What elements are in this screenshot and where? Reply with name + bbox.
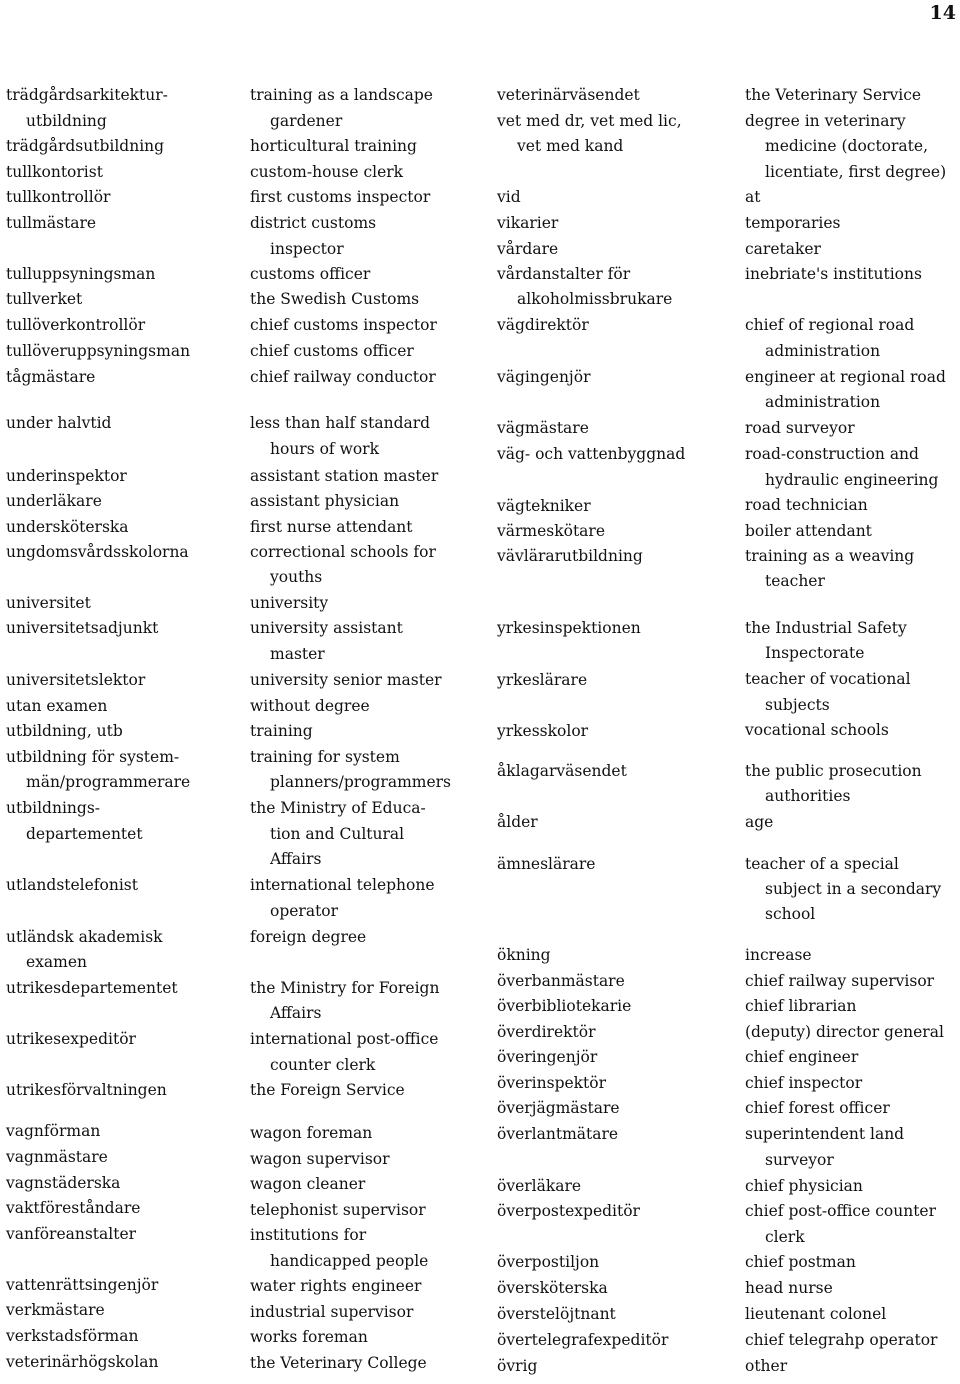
glossary-line: less than half standard [250,414,431,432]
glossary-line: horticultural training [250,137,417,155]
glossary-line: first customs inspector [250,188,431,206]
glossary-line: tullöveruppsyningsman [6,342,191,360]
glossary-line: school [765,905,816,923]
glossary-line: överläkare [497,1177,582,1195]
glossary-line: planners/programmers [270,773,452,791]
glossary-line: vet med kand [517,137,624,155]
glossary-line: chief customs inspector [250,316,437,334]
glossary-line: examen [26,953,88,971]
glossary-line: övrig [497,1357,538,1375]
glossary-line: vårdare [497,240,559,258]
glossary-line: teacher [765,572,825,590]
glossary-line: tågmästare [6,368,96,386]
glossary-line: utbildning för system- [6,748,180,766]
glossary-line: chief physician [745,1177,863,1195]
glossary-line: engineer at regional road [745,368,946,386]
glossary-line: chief of regional road [745,316,915,334]
glossary-line: chief post-office counter [745,1202,937,1220]
glossary-line: the Ministry of Educa- [250,799,426,817]
glossary-line: ålder [497,813,538,831]
glossary-line: vagnmästare [6,1148,108,1166]
glossary-line: Affairs [270,850,322,868]
glossary-line: värmeskötare [497,522,606,540]
glossary-line: chief railway supervisor [745,972,935,990]
glossary-line: utrikesdepartementet [6,979,178,997]
glossary-line: telephonist supervisor [250,1201,426,1219]
glossary-line: universitet [6,594,91,612]
glossary-line: utan examen [6,697,108,715]
glossary-line: international post-office [250,1030,439,1048]
glossary-line: lieutenant colonel [745,1305,887,1323]
glossary-line: (deputy) director general [745,1023,944,1041]
glossary-line: överdirektör [497,1023,596,1041]
glossary-line: works foreman [250,1328,368,1346]
glossary-line: first nurse attendant [250,518,413,536]
glossary-line: övertelegrafexpeditör [497,1331,669,1349]
glossary-line: veterinärhögskolan [6,1353,159,1371]
glossary-line: age [745,813,774,831]
glossary-line: youths [270,568,323,586]
glossary-line: alkoholmissbrukare [517,290,673,308]
glossary-line: Inspectorate [765,644,865,662]
glossary-line: water rights engineer [250,1277,422,1295]
glossary-line: chief postman [745,1253,856,1271]
glossary-line: överinspektör [497,1074,607,1092]
glossary-line: vattenrättsingenjör [6,1276,159,1294]
glossary-line: international telephone [250,876,435,894]
glossary-line: ämneslärare [497,855,596,873]
glossary-line: teacher of vocational [745,670,911,688]
glossary-line: increase [745,946,812,964]
glossary-line: vårdanstalter för [497,265,631,283]
glossary-line: män/programmerare [26,773,191,791]
glossary-line: administration [765,393,881,411]
glossary-line: ungdomsvårdsskolorna [6,543,189,561]
glossary-line: chief engineer [745,1048,859,1066]
glossary-line: under halvtid [6,414,112,432]
glossary-line: Affairs [270,1004,322,1022]
glossary-line: chief forest officer [745,1099,890,1117]
glossary-line: vägingenjör [497,368,591,386]
glossary-line: hours of work [270,440,379,458]
glossary-line: överingenjör [497,1048,598,1066]
glossary-line: hydraulic engineering [765,471,939,489]
glossary-line: at [745,188,761,206]
glossary-line: utbildning [26,112,107,130]
glossary-line: temporaries [745,214,841,232]
glossary-line: universitetsadjunkt [6,619,159,637]
glossary-line: utlandstelefonist [6,876,138,894]
glossary-line: trädgårdsarkitektur- [6,86,168,104]
glossary-line: vagnförman [6,1122,101,1140]
glossary-line: subject in a secondary [765,880,942,898]
glossary-line: surveyor [765,1151,834,1169]
glossary-line: university [250,594,329,612]
glossary-line: trädgårdsutbildning [6,137,165,155]
glossary-line: subjects [765,696,830,714]
glossary-line: överpostexpeditör [497,1202,640,1220]
glossary-line: vagnstäderska [6,1174,121,1192]
glossary-line: foreign degree [250,928,367,946]
glossary-line: customs officer [250,265,371,283]
glossary-line: road-construction and [745,445,919,463]
glossary-line: underläkare [6,492,102,510]
glossary-line: wagon cleaner [250,1175,366,1193]
glossary-line: inspector [270,240,344,258]
glossary-line: the Veterinary College [250,1354,427,1372]
glossary-line: institutions for [250,1226,367,1244]
glossary-line: degree in veterinary [745,112,906,130]
glossary-line: yrkeslärare [497,671,588,689]
glossary-line: tulluppsyningsman [6,265,156,283]
glossary-line: inebriate's institutions [745,265,922,283]
glossary-line: översköterska [497,1279,608,1297]
glossary-line: vanföreanstalter [6,1225,137,1243]
glossary-line: gardener [270,112,343,130]
glossary-line: university assistant [250,619,403,637]
glossary-line: utbildnings- [6,799,101,817]
glossary-line: tullkontrollör [6,188,111,206]
glossary-line: vid [497,188,521,206]
glossary-line: training as a landscape [250,86,433,104]
glossary-line: tion and Cultural [270,825,405,843]
glossary-line: verkmästare [6,1301,105,1319]
glossary-line: yrkesinspektionen [497,619,641,637]
glossary-line: överstelöjtnant [497,1305,616,1323]
glossary-line: vocational schools [745,721,889,739]
glossary-line: tullkontorist [6,163,103,181]
glossary-line: master [270,645,325,663]
glossary-line: verkstadsförman [6,1327,139,1345]
glossary-line: utrikesförvaltningen [6,1081,167,1099]
glossary-line: överpostiljon [497,1253,600,1271]
glossary-line: ökning [497,946,551,964]
glossary-line: utländsk akademisk [6,928,163,946]
glossary-line: the Foreign Service [250,1081,405,1099]
glossary-line: överlantmätare [497,1125,619,1143]
glossary-line: correctional schools for [250,543,436,561]
glossary-line: teacher of a special [745,855,899,873]
glossary-line: universitetslektor [6,671,146,689]
glossary-line: other [745,1357,788,1375]
glossary-line: chief telegrahp operator [745,1331,938,1349]
glossary-line: tullöverkontrollör [6,316,146,334]
glossary-line: utrikesexpeditör [6,1030,136,1048]
glossary-line: the Swedish Customs [250,290,420,308]
glossary-line: tullmästare [6,214,97,232]
glossary-line: the Ministry for Foreign [250,979,440,997]
glossary-line: custom-house clerk [250,163,404,181]
glossary-line: head nurse [745,1279,833,1297]
glossary-line: superintendent land [745,1125,905,1143]
glossary-line: caretaker [745,240,821,258]
glossary-line: authorities [765,787,851,805]
glossary-line: yrkesskolor [497,722,589,740]
glossary-line: underinspektor [6,467,127,485]
glossary-line: the public prosecution [745,762,922,780]
glossary-line: överjägmästare [497,1099,620,1117]
glossary-line: wagon foreman [250,1124,373,1142]
glossary-line: counter clerk [270,1056,376,1074]
glossary-line: vet med dr, vet med lic, [497,112,682,130]
glossary-line: the Industrial Safety [745,619,907,637]
glossary-line: training [250,722,313,740]
glossary-line: licentiate, first degree) [765,163,947,181]
glossary-line: överbibliotekarie [497,997,632,1015]
glossary-line: industrial supervisor [250,1303,414,1321]
glossary-line: district customs [250,214,377,232]
glossary-line: undersköterska [6,518,129,536]
glossary-line: road technician [745,496,868,514]
glossary-line: road surveyor [745,419,855,437]
glossary-line: chief railway conductor [250,368,436,386]
glossary-line: veterinärväsendet [497,86,640,104]
glossary-line: clerk [765,1228,805,1246]
glossary-line: väg- och vattenbyggnad [497,445,686,463]
glossary-line: medicine (doctorate, [765,137,928,155]
glossary-line: utbildning, utb [6,722,123,740]
glossary-line: chief inspector [745,1074,863,1092]
glossary-line: operator [270,902,339,920]
glossary-line: chief customs officer [250,342,414,360]
glossary-line: training for system [250,748,400,766]
glossary-line: the Veterinary Service [745,86,922,104]
glossary-line: university senior master [250,671,442,689]
glossary-line: wagon supervisor [250,1150,390,1168]
glossary-line: without degree [250,697,370,715]
glossary-line: åklagarväsendet [497,762,627,780]
glossary-line: överbanmästare [497,972,625,990]
glossary-line: handicapped people [270,1252,429,1270]
glossary-line: vägtekniker [497,497,591,515]
glossary-line: vikarier [497,214,559,232]
glossary-line: administration [765,342,881,360]
glossary-line: training as a weaving [745,547,915,565]
page-number: 14 [929,2,956,24]
glossary-line: tullverket [6,290,83,308]
glossary-line: vägmästare [497,419,589,437]
glossary-line: departementet [26,825,143,843]
glossary-line: vävlärarutbildning [497,547,643,565]
glossary-line: assistant physician [250,492,400,510]
glossary-line: vaktföreståndare [6,1199,141,1217]
glossary-line: assistant station master [250,467,439,485]
glossary-line: boiler attendant [745,522,872,540]
glossary-line: vägdirektör [497,316,589,334]
glossary-line: chief librarian [745,997,857,1015]
